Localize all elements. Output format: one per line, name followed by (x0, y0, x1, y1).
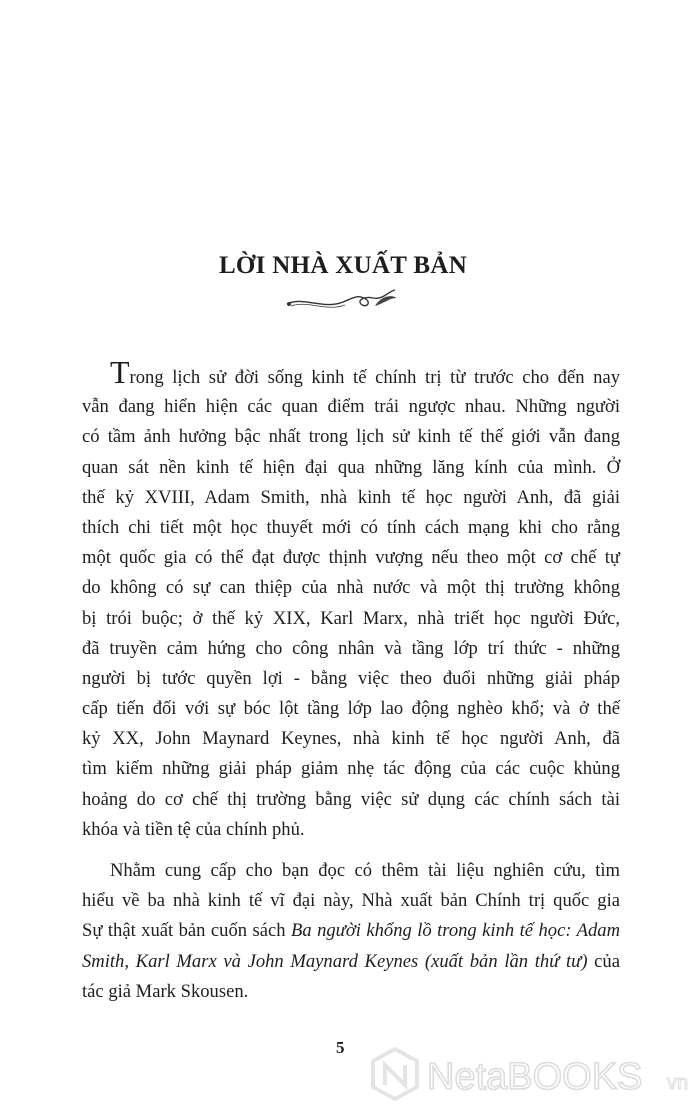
text-line: quan sát nền kinh tế hiện đại qua những lăng kính của mình. Ở (82, 456, 620, 478)
text-line: do không có sự can thiệp của nhà nước và một thị trường không (82, 577, 620, 599)
text-line: bị trói buộc; ở thế kỷ XIX, Karl Marx, nhà triết học người Đức, (82, 607, 620, 629)
text-line: vẫn đang hiển hiện các quan điểm trái ngược nhau. Những người (82, 396, 620, 418)
paragraph-1 (82, 354, 620, 845)
svg-text:NetaBOOKS: NetaBOOKS (427, 1056, 643, 1098)
paragraph-2 (82, 856, 620, 1007)
text-line: thế kỷ XVIII, Adam Smith, nhà kinh tế học người Anh, đã giải (82, 486, 620, 508)
text-line: hiểu về ba nhà kinh tế vĩ đại này, Nhà xuất bản Chính trị quốc gia (82, 890, 620, 912)
text-line: tác giả Mark Skousen. (82, 980, 249, 1002)
page-title: LỜI NHÀ XUẤT BẢN (218, 252, 468, 279)
text-line (82, 916, 620, 946)
book-title-italic: Ba người khổng lồ trong kinh tế học: Adam (290, 920, 620, 942)
text-line: người bị tước quyền lợi - bằng việc theo đuổi những giải pháp (82, 667, 620, 689)
ornament-flourish-icon (283, 286, 403, 316)
text-line-content: rong lịch sử đời sống kinh tế chính trị từ trước cho đến nay (129, 367, 620, 388)
text-line: hoảng do cơ chế thị trường bằng việc sử dụng các chính sách tài (82, 788, 620, 810)
text-line: khóa và tiền tệ của chính phủ. (82, 818, 305, 840)
svg-text:vn: vn (667, 1072, 689, 1094)
netabooks-watermark-logo (365, 1045, 700, 1105)
text-line (82, 354, 620, 392)
text-line: Nhằm cung cấp cho bạn đọc có thêm tài liệu nghiên cứu, tìm (110, 860, 620, 881)
book-title-italic: Smith, Karl Marx và John Maynard Keynes (xuất bản lần thứ tư) (82, 950, 588, 972)
text-line: kỷ XX, John Maynard Keynes, nhà kinh tế học người Anh, đã (82, 728, 620, 750)
text-line: có tầm ảnh hưởng bậc nhất trong lịch sử kinh tế thế giới vẫn đang (82, 426, 620, 448)
text-line: một quốc gia có thể đạt được thịnh vượng nếu theo một cơ chế tự (82, 547, 620, 569)
text-line: đã truyền cảm hứng cho công nhân và tầng lớp trí thức - những (82, 637, 620, 659)
page-number: 5 (336, 1038, 345, 1057)
text-line: tìm kiếm những giải pháp giảm nhẹ tác động của các cuộc khủng (82, 758, 620, 780)
text-segment: của (587, 950, 620, 972)
drop-cap: T (110, 354, 130, 390)
text-segment: Sự thật xuất bản cuốn sách (82, 920, 291, 942)
text-line: thích chi tiết một học thuyết mới có tính cách mạng khi cho rằng (82, 516, 620, 538)
text-line (82, 947, 620, 977)
text-line: cấp tiến đối với sự bóc lột tầng lớp lao động nghèo khổ; và ở thế (82, 698, 620, 720)
